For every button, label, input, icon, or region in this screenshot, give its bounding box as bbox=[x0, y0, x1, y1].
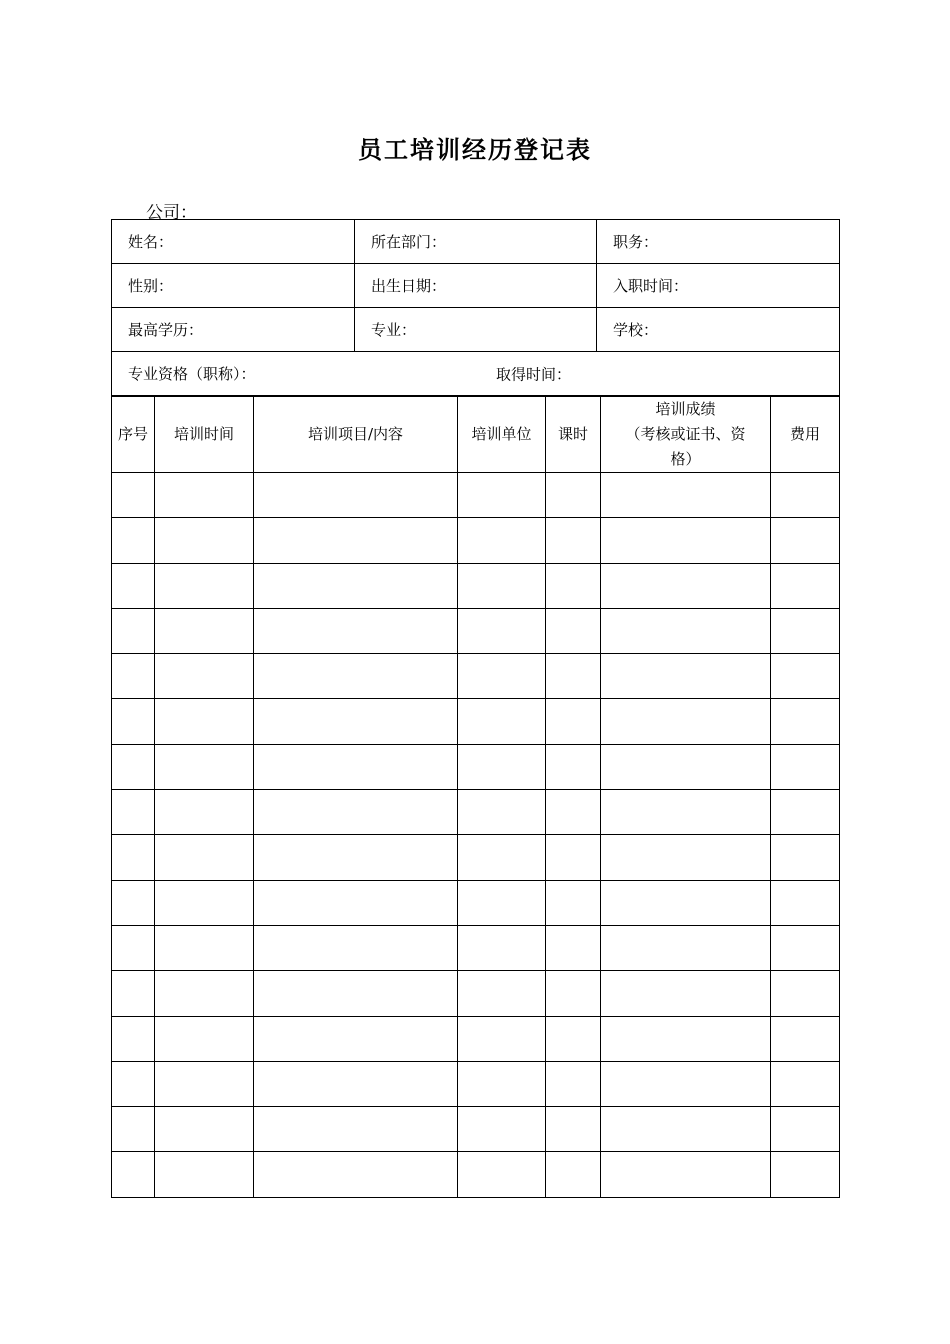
table-row bbox=[112, 744, 840, 789]
cost-cell[interactable] bbox=[771, 835, 840, 880]
training-content-cell[interactable] bbox=[254, 1016, 458, 1061]
cost-cell[interactable] bbox=[771, 473, 840, 518]
training-time-cell[interactable] bbox=[155, 518, 254, 563]
training-content-cell[interactable] bbox=[254, 654, 458, 699]
training-org-cell[interactable] bbox=[458, 925, 546, 970]
training-result-cell[interactable] bbox=[601, 518, 771, 563]
hire-date-field[interactable]: 入职时间： bbox=[597, 264, 840, 308]
training-content-cell[interactable] bbox=[254, 1061, 458, 1106]
training-content-cell[interactable] bbox=[254, 744, 458, 789]
header-training-time: 培训时间 bbox=[155, 397, 254, 473]
table-row bbox=[112, 608, 840, 653]
header-cost: 费用 bbox=[771, 397, 840, 473]
seq-cell[interactable] bbox=[112, 563, 155, 608]
training-org-cell[interactable] bbox=[458, 1016, 546, 1061]
hours-cell[interactable] bbox=[546, 1107, 601, 1152]
table-row bbox=[112, 518, 840, 563]
header-training-result bbox=[601, 397, 771, 473]
hours-cell[interactable] bbox=[546, 1016, 601, 1061]
table-row bbox=[112, 835, 840, 880]
hours-cell[interactable] bbox=[546, 473, 601, 518]
seq-cell[interactable] bbox=[112, 880, 155, 925]
training-content-cell[interactable] bbox=[254, 835, 458, 880]
training-org-cell[interactable] bbox=[458, 744, 546, 789]
seq-cell[interactable] bbox=[112, 790, 155, 835]
training-result-cell[interactable] bbox=[601, 473, 771, 518]
cost-cell[interactable] bbox=[771, 563, 840, 608]
hours-cell[interactable] bbox=[546, 608, 601, 653]
cost-cell[interactable] bbox=[771, 925, 840, 970]
hours-cell[interactable] bbox=[546, 925, 601, 970]
table-row bbox=[112, 1152, 840, 1197]
seq-cell[interactable] bbox=[112, 1107, 155, 1152]
hours-cell[interactable] bbox=[546, 790, 601, 835]
training-result-cell[interactable] bbox=[601, 1016, 771, 1061]
training-result-cell[interactable] bbox=[601, 1061, 771, 1106]
training-result-cell[interactable] bbox=[601, 699, 771, 744]
table-row bbox=[112, 925, 840, 970]
training-org-cell[interactable] bbox=[458, 1107, 546, 1152]
header-result-line: 培训成绩 bbox=[655, 400, 716, 418]
training-content-cell[interactable] bbox=[254, 608, 458, 653]
cost-cell[interactable] bbox=[771, 1107, 840, 1152]
education-field[interactable]: 最高学历： bbox=[112, 308, 355, 352]
header-seq: 序号 bbox=[112, 397, 155, 473]
training-org-cell[interactable] bbox=[458, 563, 546, 608]
hours-cell[interactable] bbox=[546, 880, 601, 925]
hours-cell[interactable] bbox=[546, 654, 601, 699]
cost-cell[interactable] bbox=[771, 518, 840, 563]
training-org-cell[interactable] bbox=[458, 1061, 546, 1106]
cost-cell[interactable] bbox=[771, 699, 840, 744]
seq-cell[interactable] bbox=[112, 1061, 155, 1106]
cost-cell[interactable] bbox=[771, 1016, 840, 1061]
hours-cell[interactable] bbox=[546, 835, 601, 880]
info-row bbox=[112, 264, 840, 308]
hours-cell[interactable] bbox=[546, 518, 601, 563]
name-field[interactable]: 姓名： bbox=[112, 220, 355, 264]
company-label: 公司： bbox=[146, 203, 197, 223]
training-time-cell[interactable] bbox=[155, 1152, 254, 1197]
cost-cell[interactable] bbox=[771, 1061, 840, 1106]
training-org-cell[interactable] bbox=[458, 654, 546, 699]
table-row bbox=[112, 1016, 840, 1061]
table-row bbox=[112, 563, 840, 608]
training-result-cell[interactable] bbox=[601, 1152, 771, 1197]
table-row bbox=[112, 699, 840, 744]
training-content-cell[interactable] bbox=[254, 971, 458, 1016]
training-content-cell[interactable] bbox=[254, 563, 458, 608]
training-org-cell[interactable] bbox=[458, 699, 546, 744]
training-time-cell[interactable] bbox=[155, 880, 254, 925]
training-result-cell[interactable] bbox=[601, 563, 771, 608]
training-result-cell[interactable] bbox=[601, 925, 771, 970]
training-result-cell[interactable] bbox=[601, 835, 771, 880]
training-content-cell[interactable] bbox=[254, 925, 458, 970]
training-org-cell[interactable] bbox=[458, 473, 546, 518]
training-content-cell[interactable] bbox=[254, 1107, 458, 1152]
department-field[interactable]: 所在部门： bbox=[355, 220, 597, 264]
training-org-cell[interactable] bbox=[458, 835, 546, 880]
header-result-line: 格） bbox=[670, 450, 701, 468]
cost-cell[interactable] bbox=[771, 971, 840, 1016]
training-org-cell[interactable] bbox=[458, 518, 546, 563]
hours-cell[interactable] bbox=[546, 1061, 601, 1106]
seq-cell[interactable] bbox=[112, 654, 155, 699]
cost-cell[interactable] bbox=[771, 744, 840, 789]
gender-field[interactable]: 性别： bbox=[112, 264, 355, 308]
training-time-cell[interactable] bbox=[155, 790, 254, 835]
training-content-cell[interactable] bbox=[254, 1152, 458, 1197]
training-org-cell[interactable] bbox=[458, 790, 546, 835]
records-header-row bbox=[112, 397, 840, 473]
table-row bbox=[112, 971, 840, 1016]
table-row bbox=[112, 654, 840, 699]
table-row bbox=[112, 473, 840, 518]
training-time-cell[interactable] bbox=[155, 608, 254, 653]
training-records-table bbox=[111, 396, 840, 1198]
seq-cell[interactable] bbox=[112, 518, 155, 563]
page-title: 员工培训经历登记表 bbox=[358, 135, 592, 164]
seq-cell[interactable] bbox=[112, 835, 155, 880]
training-result-cell[interactable] bbox=[601, 790, 771, 835]
seq-cell[interactable] bbox=[112, 1016, 155, 1061]
header-result-line: （考核或证书、资 bbox=[625, 425, 746, 443]
seq-cell[interactable] bbox=[112, 699, 155, 744]
table-row bbox=[112, 880, 840, 925]
table-row bbox=[112, 1107, 840, 1152]
school-field[interactable]: 学校： bbox=[597, 308, 840, 352]
training-time-cell[interactable] bbox=[155, 473, 254, 518]
hours-cell[interactable] bbox=[546, 744, 601, 789]
info-row bbox=[112, 308, 840, 352]
cost-cell[interactable] bbox=[771, 790, 840, 835]
training-time-cell[interactable] bbox=[155, 654, 254, 699]
training-time-cell[interactable] bbox=[155, 925, 254, 970]
header-training-content: 培训项目/内容 bbox=[254, 397, 458, 473]
training-content-cell[interactable] bbox=[254, 518, 458, 563]
table-row bbox=[112, 790, 840, 835]
seq-cell[interactable] bbox=[112, 971, 155, 1016]
training-org-cell[interactable] bbox=[458, 880, 546, 925]
seq-cell[interactable] bbox=[112, 925, 155, 970]
training-time-cell[interactable] bbox=[155, 563, 254, 608]
training-org-cell[interactable] bbox=[458, 971, 546, 1016]
training-result-cell[interactable] bbox=[601, 971, 771, 1016]
training-content-cell[interactable] bbox=[254, 880, 458, 925]
obtained-time-label: 取得时间： bbox=[496, 365, 572, 383]
training-time-cell[interactable] bbox=[155, 1061, 254, 1106]
training-org-cell[interactable] bbox=[458, 608, 546, 653]
qualification-label: 专业资格（职称）： bbox=[128, 365, 256, 383]
training-result-cell[interactable] bbox=[601, 1107, 771, 1152]
cost-cell[interactable] bbox=[771, 880, 840, 925]
header-training-org: 培训单位 bbox=[458, 397, 546, 473]
seq-cell[interactable] bbox=[112, 608, 155, 653]
hours-cell[interactable] bbox=[546, 563, 601, 608]
header-hours: 课时 bbox=[546, 397, 601, 473]
qualification-row bbox=[112, 352, 840, 396]
seq-cell[interactable] bbox=[112, 744, 155, 789]
qualification-field[interactable] bbox=[112, 352, 840, 396]
hours-cell[interactable] bbox=[546, 699, 601, 744]
hours-cell[interactable] bbox=[546, 1152, 601, 1197]
hours-cell[interactable] bbox=[546, 971, 601, 1016]
training-result-cell[interactable] bbox=[601, 608, 771, 653]
seq-cell[interactable] bbox=[112, 473, 155, 518]
birth-date-field[interactable]: 出生日期： bbox=[355, 264, 597, 308]
training-time-cell[interactable] bbox=[155, 744, 254, 789]
info-row bbox=[112, 220, 840, 264]
training-result-cell[interactable] bbox=[601, 744, 771, 789]
position-field[interactable]: 职务： bbox=[597, 220, 840, 264]
cost-cell[interactable] bbox=[771, 654, 840, 699]
training-time-cell[interactable] bbox=[155, 1016, 254, 1061]
training-result-cell[interactable] bbox=[601, 654, 771, 699]
training-content-cell[interactable] bbox=[254, 790, 458, 835]
training-time-cell[interactable] bbox=[155, 835, 254, 880]
seq-cell[interactable] bbox=[112, 1152, 155, 1197]
table-row bbox=[112, 1061, 840, 1106]
training-content-cell[interactable] bbox=[254, 473, 458, 518]
training-org-cell[interactable] bbox=[458, 1152, 546, 1197]
major-field[interactable]: 专业： bbox=[355, 308, 597, 352]
training-result-cell[interactable] bbox=[601, 880, 771, 925]
training-content-cell[interactable] bbox=[254, 699, 458, 744]
training-time-cell[interactable] bbox=[155, 1107, 254, 1152]
records-body bbox=[112, 473, 840, 1198]
training-time-cell[interactable] bbox=[155, 699, 254, 744]
cost-cell[interactable] bbox=[771, 1152, 840, 1197]
training-time-cell[interactable] bbox=[155, 971, 254, 1016]
personal-info-table bbox=[111, 219, 840, 396]
cost-cell[interactable] bbox=[771, 608, 840, 653]
